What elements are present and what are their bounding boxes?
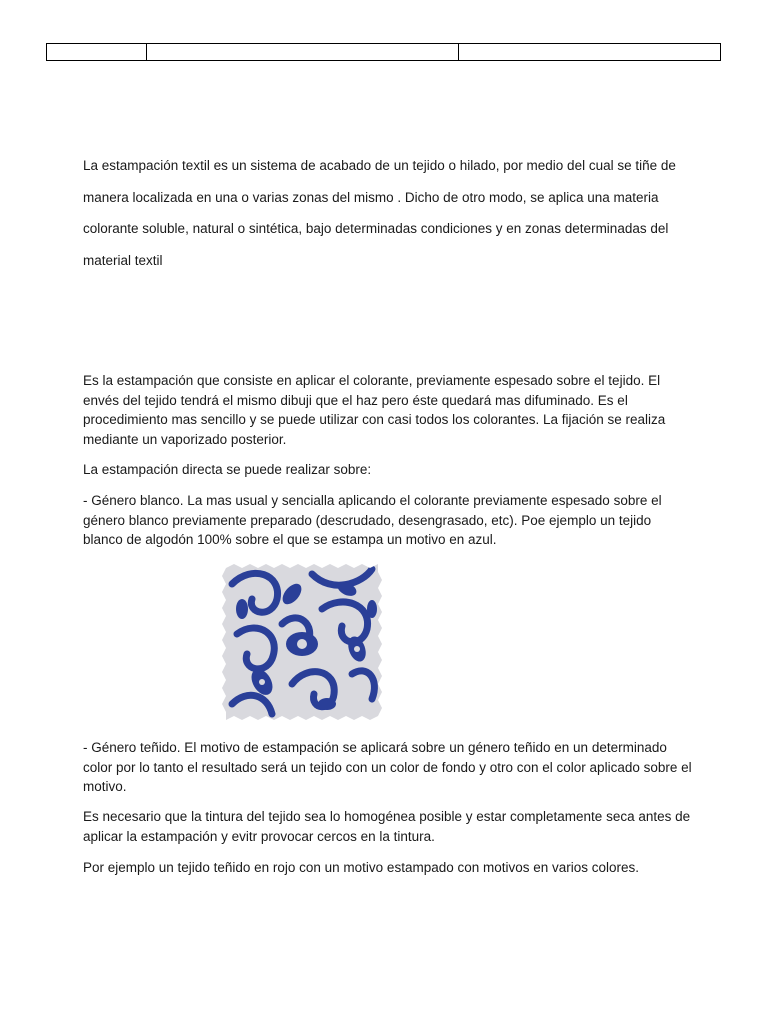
- direct-printing-paragraph: Es la estampación que consiste en aplicar el colorante, previamente espesado sobre el tejido. El envés del tejido tendrá el mismo dibuji que el haz pero éste quedará mas difuminado. Es el procedimiento mas sencillo y se puede utilizar con casi todos los colorantes. La fijación se realiza mediante un vaporizado posterior.: [83, 373, 666, 447]
- homogeneous-paragraph: Es necesario que la tintura del tejido sea lo homogénea posible y estar completamente seca antes de aplicar la estampación y evitr provocar cercos en la tintura.: [83, 809, 691, 844]
- intro-paragraph: La estampación textil es un sistema de acabado de un tejido o hilado, por medio del cual se tiñe de manera localizada en una o varias zonas del mismo . Dicho de otro modo, se aplica una materia colorante soluble, natural o sintética, bajo determinadas condiciones y en zonas determinadas del material textil: [83, 158, 676, 268]
- header-cell-1: [47, 44, 147, 61]
- header-table: [46, 43, 721, 61]
- printed-fabric-swatch-image: [222, 564, 382, 720]
- red-example-paragraph: Por ejemplo un tejido teñido en rojo con un motivo estampado con motivos en varios colores.: [83, 860, 640, 875]
- can-be-done-paragraph: La estampación directa se puede realizar sobre:: [83, 462, 372, 477]
- dyed-fabric-paragraph: - Género teñido. El motivo de estampación se aplicará sobre un género teñido en un determinado color por lo tanto el resultado será un tejido con un color de fondo y otro con el color aplicado sobre el motivo.: [83, 740, 692, 795]
- header-cell-3: [459, 44, 721, 61]
- white-fabric-paragraph: - Género blanco. La mas usual y senciall​a aplicando el colorante previamente espesado sobre el género blanco previamente preparado (descrudado, desengrasado, etc). Poe ejemplo un tejido blanco de algodón 100% sobre el que se estampa un motivo en azul.: [83, 493, 662, 548]
- header-cell-2: [147, 44, 459, 61]
